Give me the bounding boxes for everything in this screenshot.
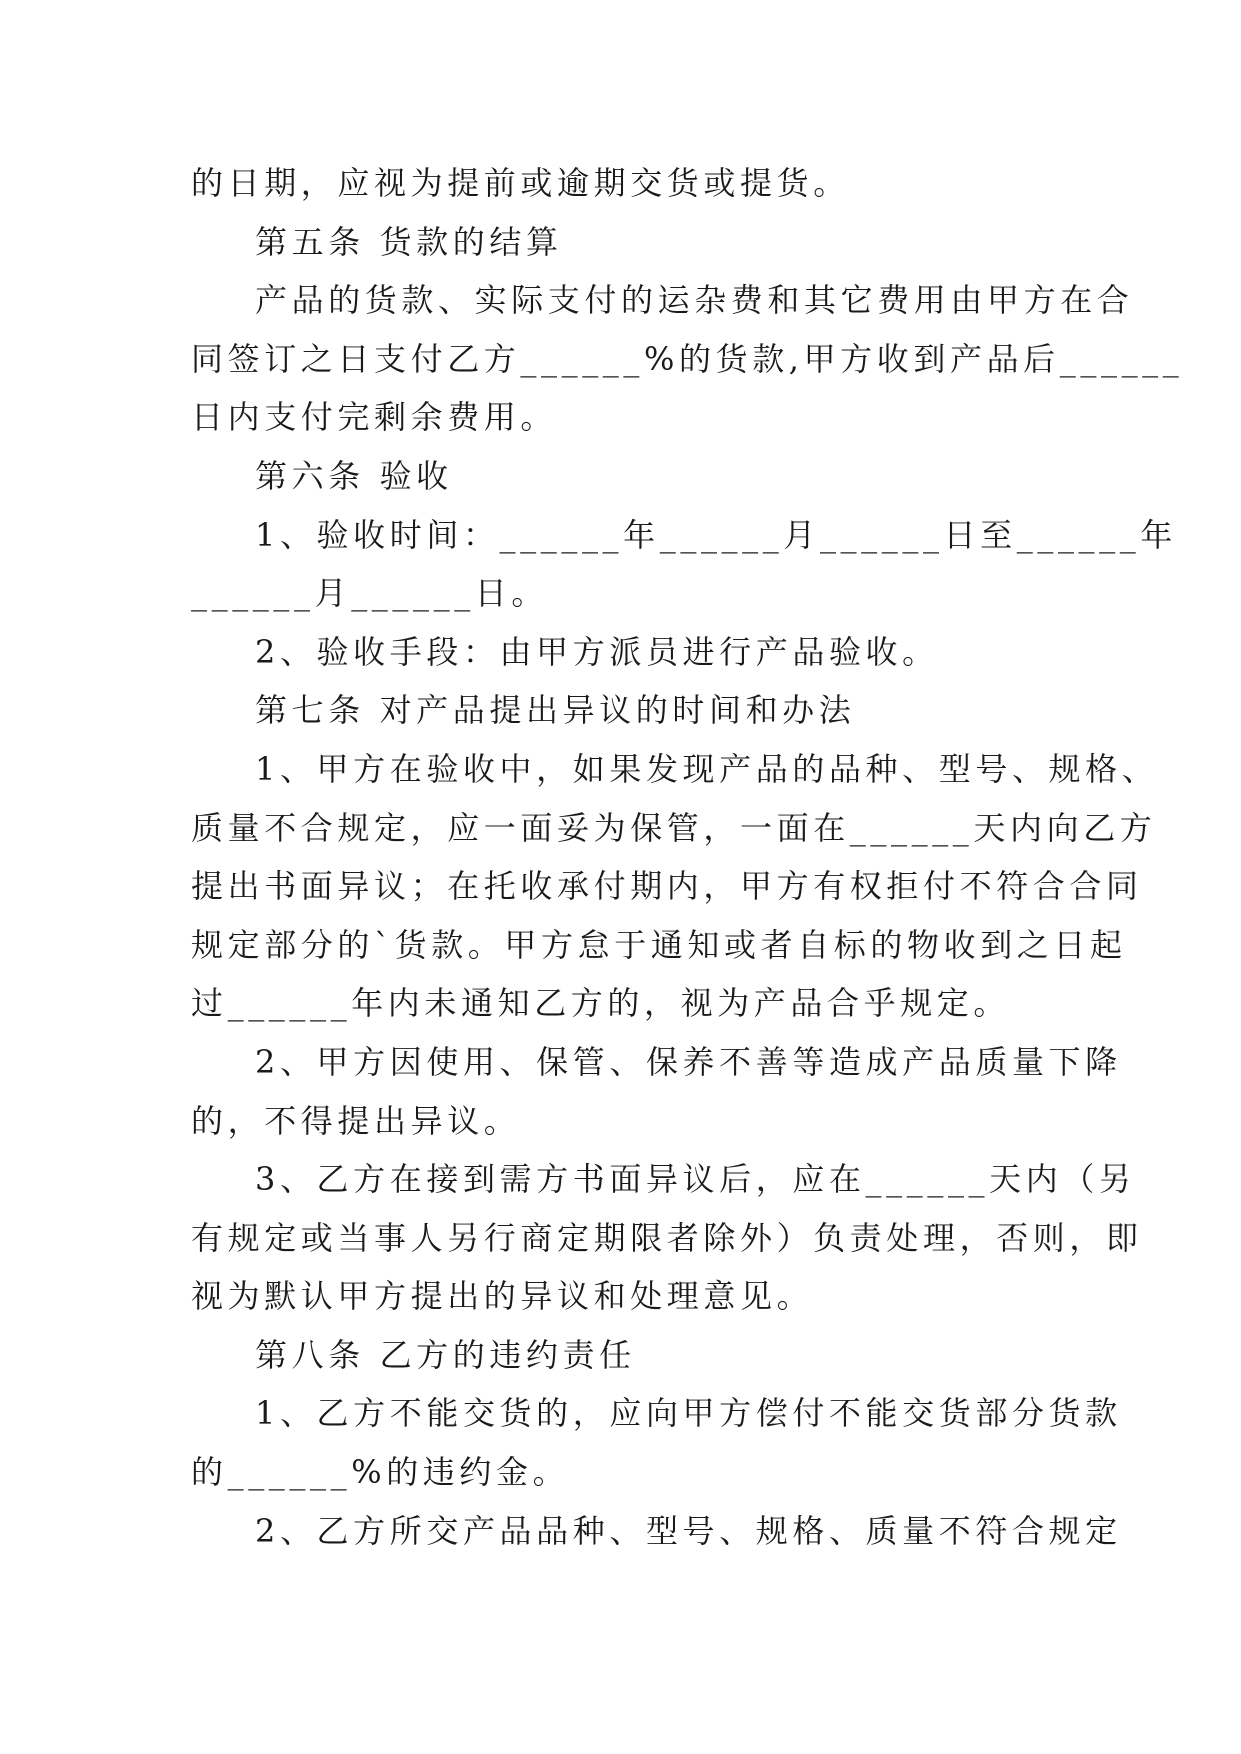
text-line: 过______年内未通知乙方的，视为产品合乎规定。 [191,984,1011,1023]
section-heading: 第八条 乙方的违约责任 [255,1335,636,1374]
text-line: 规定部分的`货款。甲方怠于通知或者自标的物收到之日起 [191,925,1127,964]
text-line: 的______%的违约金。 [191,1453,570,1492]
text-line: 同签订之日支付乙方______%的货款,甲方收到产品后______ [191,339,1184,378]
section-heading: 第五条 货款的结算 [255,222,563,261]
text-line: 的，不得提出异议。 [191,1101,521,1140]
text-line: 视为默认甲方提出的异议和处理意见。 [191,1277,814,1316]
section-heading: 第七条 对产品提出异议的时间和办法 [255,691,856,730]
text-line: 提出书面异议；在托收承付期内，甲方有权拒付不符合合同 [191,867,1143,906]
text-line: 质量不合规定，应一面妥为保管，一面在______天内向乙方 [191,808,1157,847]
text-line: 产品的货款、实际支付的运杂费和其它费用由甲方在合 [255,281,1134,320]
contract-body [191,154,1184,1560]
text-line: 3、乙方在接到需方书面异议后，应在______天内（另 [255,1160,1136,1199]
text-line: 2、甲方因使用、保管、保养不善等造成产品质量下降 [255,1042,1122,1081]
text-line: 1、乙方不能交货的，应向甲方偿付不能交货部分货款 [255,1394,1122,1433]
text-line: 日内支付完剩余费用。 [191,398,558,437]
text-line: 的日期，应视为提前或逾期交货或提货。 [191,164,850,202]
text-line: 1、验收时间：______年______月______日至______年 [255,515,1177,554]
text-line: 2、乙方所交产品品种、型号、规格、质量不符合规定 [255,1511,1122,1550]
text-line: ______月______日。 [191,574,549,613]
text-line: 1、甲方在验收中，如果发现产品的品种、型号、规格、 [255,749,1159,788]
text-line: 2、验收手段：由甲方派员进行产品验收。 [255,632,939,671]
section-heading: 第六条 验收 [255,456,453,495]
text-line: 有规定或当事人另行商定期限者除外）负责处理，否则，即 [191,1218,1143,1257]
